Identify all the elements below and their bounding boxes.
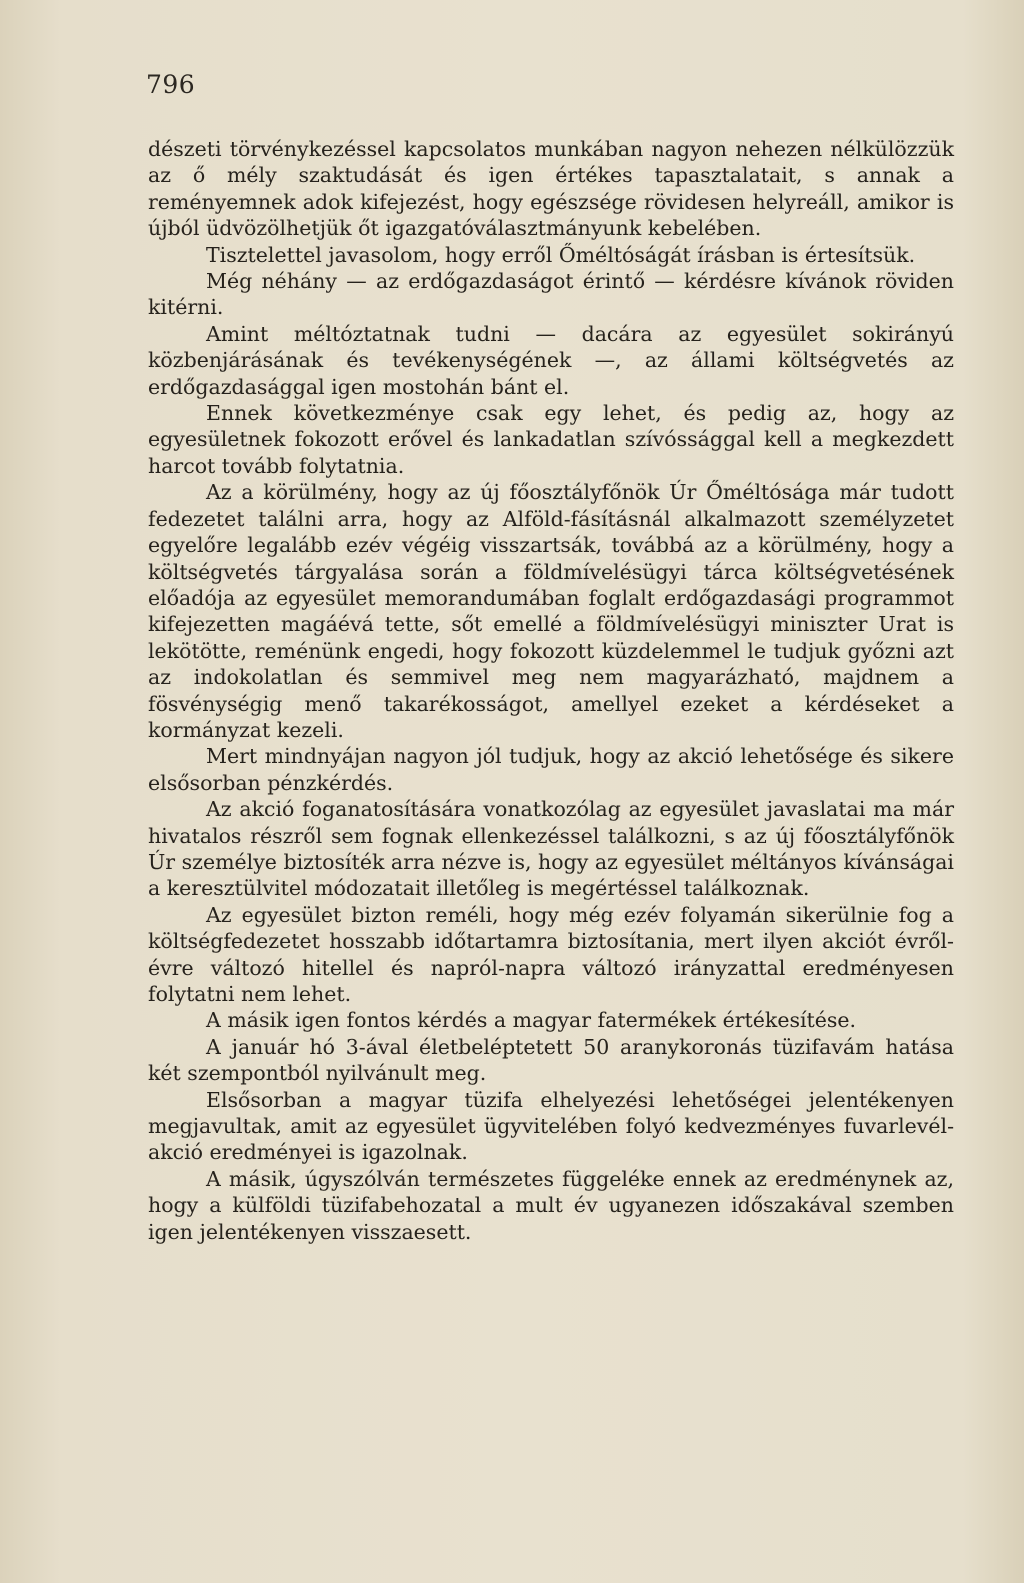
paragraph-2: Tisztelettel javasolom, hogy erről Őméltóságát írásban is értesítsük. <box>206 242 916 267</box>
paragraph-12: Elsősorban a magyar tüzifa elhelyezési lehetőségei jelentékenyen megjavultak, amit az egyesület ügyvitelében folyó kedvezményes fuvarlevél-akció eredményei is igazolnak. <box>148 1087 954 1165</box>
paragraph-3: Még néhány — az erdőgazdaságot érintő — kérdésre kívánok röviden kitérni. <box>148 269 954 320</box>
paragraph-6: Az a körülmény, hogy az új főosztályfőnök Úr Őméltósága már tudott fedezetet találni arra, hogy az Alföld-fásításnál alkalmazott személyzetet egyelőre legalább ezév végéig visszartsák, továbbá az a körülmény, hogy a költségvetés tárgyalása során a földmívelésügyi tárca költségvetésének előadója az egyesület memorandumában foglalt erdőgazdasági programmot kifejezetten magáévá tette, sőt emellé a földmívelésügyi miniszter Urat is lekötötte, reménünk engedi, hogy fokozott küzdelemmel le tudjuk győzni azt az indokolatlan és semmivel meg nem magyarázható, majdnem a fösvénységig menő takarékosságot, amellyel ezeket a kérdéseket a kormányzat kezeli. <box>148 480 954 742</box>
paragraph-11: A január hó 3-ával életbeléptetett 50 aranykoronás tüzifavám hatása két szempontból nyilvánult meg. <box>148 1034 954 1086</box>
paragraph-5: Ennek következménye csak egy lehet, és pedig az, hogy az egyesületnek fokozott erővel és lankadatlan szívóssággal kell a megkezdett harcot tovább folytatnia. <box>148 401 954 478</box>
paragraph-4: Amint méltóztatnak tudni — dacára az egyesület sokirányú közbenjárásának és tevékenységének —, az állami költségvetés az erdőgazdasággal igen mostohán bánt el. <box>148 321 954 399</box>
paragraph-10: A másik igen fontos kérdés a magyar fatermékek értékesítése. <box>206 1008 857 1033</box>
body-text <box>148 136 954 1245</box>
paragraph-1: dészeti törvénykezéssel kapcsolatos munkában nagyon nehezen nélkülözzük az ő mély szaktudását és igen értékes tapasztalatait, s annak a reményemnek adok kifejezést, hogy egészsége rövidesen helyreáll, amikor is újból üdvözölhetjük őt igazgatóválasztmányunk kebelében. <box>148 137 954 241</box>
paragraph-8: Az akció foganatosítására vonatkozólag az egyesület javaslatai ma már hivatalos részről sem fognak ellenkezéssel találkozni, s az új főosztályfőnök Úr személye biztosíték arra nézve is, hogy az egyesület méltányos kívánságai a keresztülvitel módozatait illetőleg is megértéssel találkoznak. <box>148 797 954 901</box>
paragraph-9: Az egyesület bizton reméli, hogy még ezév folyamán sikerülnie fog a költségfedezetet hosszabb időtartamra biztosítania, mert ilyen akciót évről-évre változó hitellel és napról-napra változó irányzattal eredményesen folytatni nem lehet. <box>148 902 954 1006</box>
paragraph-7: Mert mindnyájan nagyon jól tudjuk, hogy az akció lehetősége és sikere elsősorban pénzkérdés. <box>148 744 954 795</box>
paragraph-13: A másik, úgyszólván természetes függeléke ennek az eredménynek az, hogy a külföldi tüzifabehozatal a mult év ugyanezen időszakával szemben igen jelentékenyen visszaesett. <box>148 1166 954 1244</box>
page-number: 796 <box>146 70 196 99</box>
